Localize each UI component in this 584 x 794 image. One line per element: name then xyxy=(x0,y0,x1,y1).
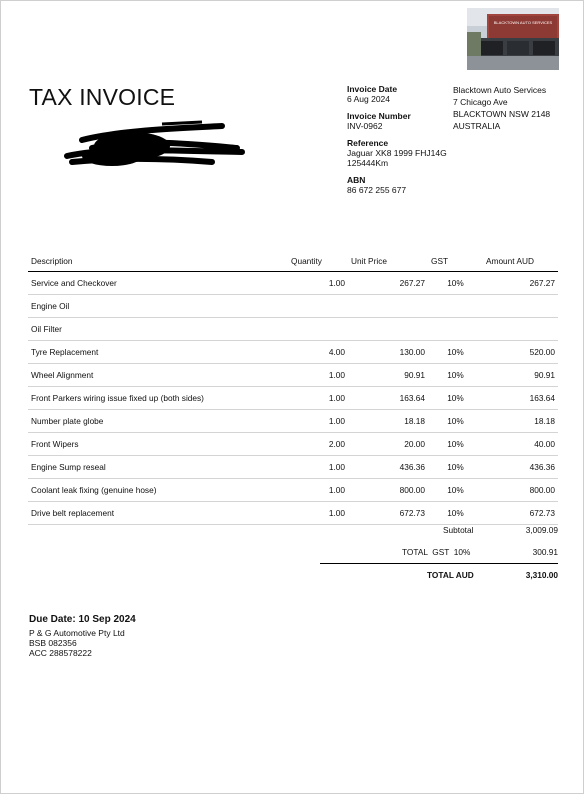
grand-total-label: TOTAL AUD xyxy=(427,570,474,580)
cell-quantity: 1.00 xyxy=(288,364,348,387)
cell-gst: 10% xyxy=(428,433,483,456)
subtotal-label: Subtotal xyxy=(443,525,474,535)
col-header-gst: GST xyxy=(428,250,483,272)
cell-gst xyxy=(428,318,483,341)
cell-unit-price xyxy=(348,318,428,341)
table-header-row xyxy=(28,250,558,272)
cell-quantity: 1.00 xyxy=(288,456,348,479)
cell-amount xyxy=(483,318,558,341)
cell-quantity: 1.00 xyxy=(288,387,348,410)
bsb-number: BSB 082356 xyxy=(29,638,77,648)
cell-description: Drive belt replacement xyxy=(28,502,288,525)
cell-unit-price: 130.00 xyxy=(348,341,428,364)
cell-amount: 436.36 xyxy=(483,456,558,479)
address-country: AUSTRALIA xyxy=(453,121,501,131)
total-divider xyxy=(320,563,558,564)
cell-amount xyxy=(483,295,558,318)
subtotal-row xyxy=(320,521,558,541)
cell-amount: 163.64 xyxy=(483,387,558,410)
grand-total-value: 3,310.00 xyxy=(525,570,558,580)
table-row xyxy=(28,295,558,318)
due-date: Due Date: 10 Sep 2024 xyxy=(29,614,136,625)
cell-gst: 10% xyxy=(428,364,483,387)
cell-description: Coolant leak fixing (genuine hose) xyxy=(28,479,288,502)
invoice-number-label: Invoice Number xyxy=(347,111,411,121)
cell-description: Service and Checkover xyxy=(28,272,288,295)
cell-amount: 40.00 xyxy=(483,433,558,456)
cell-gst: 10% xyxy=(428,341,483,364)
cell-amount: 520.00 xyxy=(483,341,558,364)
address-suburb: BLACKTOWN NSW 2148 xyxy=(453,109,551,119)
shop-photo-logo xyxy=(467,8,559,70)
col-header-description: Description xyxy=(28,250,288,272)
cell-quantity: 1.00 xyxy=(288,479,348,502)
cell-unit-price: 672.73 xyxy=(348,502,428,525)
invoice-number-value: INV-0962 xyxy=(347,121,383,131)
cell-quantity: 1.00 xyxy=(288,410,348,433)
cell-quantity: 1.00 xyxy=(288,502,348,525)
company-address xyxy=(453,84,550,132)
reference-label: Reference xyxy=(347,138,389,148)
abn-label: ABN xyxy=(347,175,366,185)
cell-description: Oil Filter xyxy=(28,318,288,341)
table-row xyxy=(28,410,558,433)
address-street: 7 Chicago Ave xyxy=(453,97,508,107)
cell-amount: 18.18 xyxy=(483,410,558,433)
company-name: Blacktown Auto Services xyxy=(453,85,547,95)
cell-amount: 267.27 xyxy=(483,272,558,295)
gst-total-label: TOTAL GST 10% xyxy=(402,547,471,557)
cell-quantity xyxy=(288,318,348,341)
cell-unit-price: 18.18 xyxy=(348,410,428,433)
line-items-table xyxy=(28,250,558,525)
cell-description: Front Parkers wiring issue fixed up (both sides) xyxy=(28,387,288,410)
table-row xyxy=(28,387,558,410)
subtotal-value: 3,009.09 xyxy=(525,525,558,535)
cell-gst xyxy=(428,295,483,318)
cell-unit-price: 267.27 xyxy=(348,272,428,295)
cell-gst: 10% xyxy=(428,502,483,525)
cell-gst: 10% xyxy=(428,456,483,479)
col-header-amount: Amount AUD xyxy=(483,250,558,272)
abn-value: 86 672 255 677 xyxy=(347,185,407,195)
account-name: P & G Automotive Pty Ltd xyxy=(29,628,125,638)
invoice-date-value: 6 Aug 2024 xyxy=(347,94,391,104)
cell-quantity: 2.00 xyxy=(288,433,348,456)
cell-gst: 10% xyxy=(428,410,483,433)
reference-line1: Jaguar XK8 1999 FHJ14G xyxy=(347,148,447,158)
cell-gst: 10% xyxy=(428,387,483,410)
table-row xyxy=(28,456,558,479)
cell-amount: 672.73 xyxy=(483,502,558,525)
cell-description: Front Wipers xyxy=(28,433,288,456)
grand-total-row xyxy=(320,566,558,586)
account-number: ACC 288578222 xyxy=(29,648,92,658)
table-row xyxy=(28,341,558,364)
gst-total-value: 300.91 xyxy=(532,547,558,557)
document-title: TAX INVOICE xyxy=(29,84,176,110)
cell-unit-price: 800.00 xyxy=(348,479,428,502)
invoice-meta xyxy=(347,84,447,195)
col-header-quantity: Quantity xyxy=(288,250,348,272)
cell-gst: 10% xyxy=(428,479,483,502)
cell-quantity: 1.00 xyxy=(288,272,348,295)
table-row xyxy=(28,318,558,341)
redaction-scribble xyxy=(62,118,252,170)
reference-line2: 125444Km xyxy=(347,158,389,168)
svg-text:BLACKTOWN AUTO SERVICES: BLACKTOWN AUTO SERVICES xyxy=(493,20,553,25)
table-row xyxy=(28,272,558,295)
payment-details xyxy=(29,628,125,658)
cell-unit-price xyxy=(348,295,428,318)
cell-unit-price: 436.36 xyxy=(348,456,428,479)
cell-unit-price: 20.00 xyxy=(348,433,428,456)
cell-description: Wheel Alignment xyxy=(28,364,288,387)
cell-quantity xyxy=(288,295,348,318)
cell-description: Engine Oil xyxy=(28,295,288,318)
gst-total-row xyxy=(320,543,558,563)
cell-amount: 800.00 xyxy=(483,479,558,502)
table-row xyxy=(28,433,558,456)
cell-gst: 10% xyxy=(428,272,483,295)
invoice-date-label: Invoice Date xyxy=(347,84,398,94)
col-header-unit-price: Unit Price xyxy=(348,250,428,272)
cell-description: Tyre Replacement xyxy=(28,341,288,364)
cell-amount: 90.91 xyxy=(483,364,558,387)
cell-unit-price: 163.64 xyxy=(348,387,428,410)
cell-quantity: 4.00 xyxy=(288,341,348,364)
cell-description: Number plate globe xyxy=(28,410,288,433)
cell-description: Engine Sump reseal xyxy=(28,456,288,479)
cell-unit-price: 90.91 xyxy=(348,364,428,387)
table-row xyxy=(28,364,558,387)
table-row xyxy=(28,479,558,502)
